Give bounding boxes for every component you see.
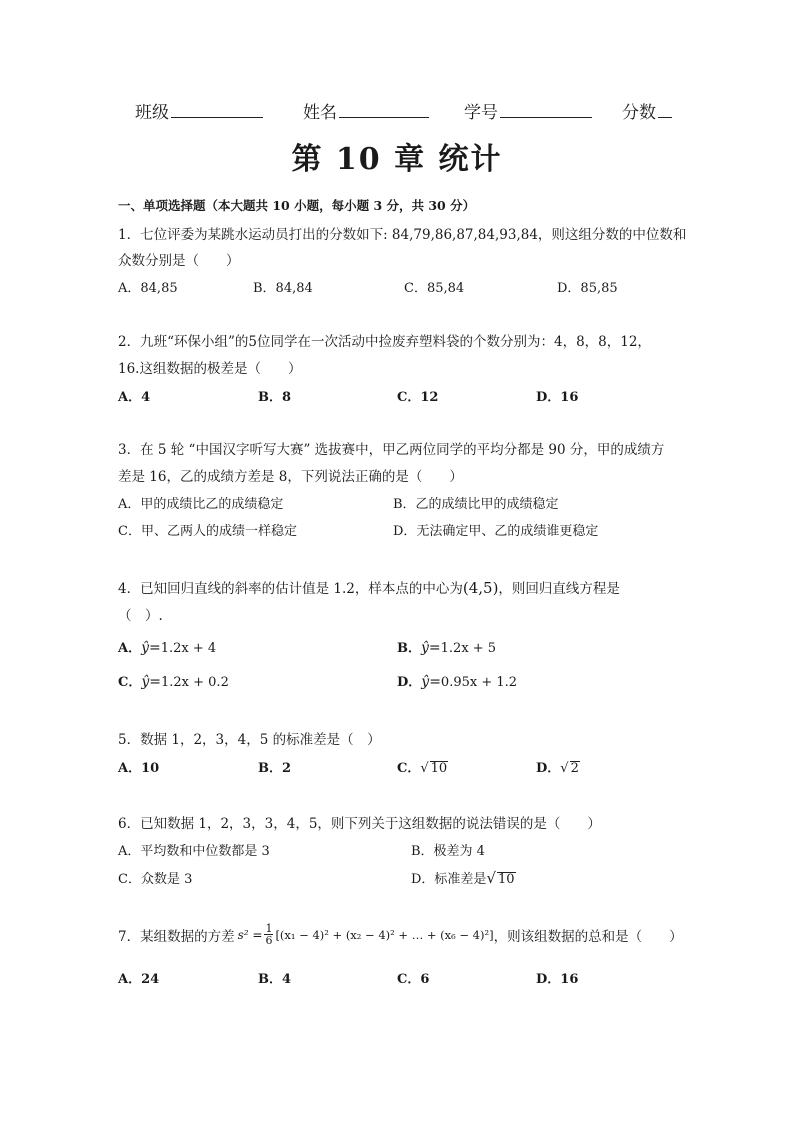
- q6-option-d-text: D．标准差是: [411, 872, 487, 887]
- fraction-numerator: 1: [265, 922, 273, 935]
- page-title: 第 10 章 统计: [291, 142, 503, 177]
- q1-option-a[interactable]: A．84,85: [118, 281, 178, 296]
- q5-option-d-letter: D．: [536, 761, 561, 776]
- q1-option-b[interactable]: B．84,84: [253, 281, 313, 296]
- q6-option-b[interactable]: B．极差为 4: [411, 844, 485, 859]
- q4-stem-text-end: ，则回归直线方程是: [498, 581, 620, 597]
- q2-option-c[interactable]: C．12: [397, 390, 439, 405]
- q4-option-d-letter: D．: [397, 675, 422, 690]
- q7-stem: [118, 923, 683, 946]
- variance-formula-body: [(x₁ − 4)² + (x₂ − 4)² + … + (x₆ − 4)²]: [275, 927, 494, 942]
- q5-option-c-letter: C．: [397, 761, 421, 776]
- q3-stem-line1: 3．在 5 轮 “中国汉字听写大赛” 选拔赛中，甲乙两位同学的平均分都是 90 分，甲的成绩方: [118, 442, 665, 458]
- q4-option-a-letter: A．: [118, 641, 142, 656]
- q7-option-b[interactable]: B．4: [258, 972, 292, 987]
- y-hat-symbol: ŷ=: [421, 640, 441, 656]
- y-hat-symbol: ŷ=: [141, 674, 161, 690]
- q3-option-a[interactable]: A．甲的成绩比乙的成绩稳定: [118, 497, 284, 512]
- q4-option-c[interactable]: [118, 671, 229, 690]
- q7-option-d[interactable]: D．16: [536, 972, 579, 987]
- sqrt-symbol: √: [486, 869, 496, 887]
- student-id-field[interactable]: [464, 98, 592, 123]
- q4-stem-line2: （ ）.: [118, 608, 163, 624]
- sqrt-symbol: √: [560, 761, 569, 776]
- q7-option-c[interactable]: C．6: [397, 972, 430, 987]
- q2-option-d[interactable]: D．16: [536, 390, 579, 405]
- q5-option-a[interactable]: A．10: [118, 761, 160, 776]
- q7-stem-text-end: ，则该组数据的总和是（ ）: [493, 928, 683, 945]
- q3-option-b[interactable]: B．乙的成绩比甲的成绩稳定: [393, 497, 559, 512]
- q5-option-d[interactable]: [536, 757, 580, 776]
- fraction-denominator: 6: [265, 934, 273, 947]
- score-field[interactable]: [622, 98, 672, 123]
- score-label: 分数: [622, 103, 656, 123]
- q4-option-a-expr: 1.2x + 4: [160, 641, 217, 656]
- q3-option-c[interactable]: C．甲、乙两人的成绩一样稳定: [118, 524, 297, 539]
- fraction-one-sixth: [264, 923, 273, 946]
- q3-stem-line2: 差是 16，乙的成绩方差是 8，下列说法正确的是（ ）: [118, 469, 463, 485]
- class-blank[interactable]: [171, 99, 263, 118]
- q1-option-d[interactable]: D．85,85: [557, 281, 618, 296]
- student-id-label: 学号: [464, 103, 498, 123]
- q2-stem-line2: 16.这组数据的极差是（ ）: [118, 361, 302, 377]
- q6-option-a[interactable]: A．平均数和中位数都是 3: [118, 844, 270, 859]
- sqrt-symbol: √: [420, 761, 429, 776]
- name-label: 姓名: [303, 103, 337, 123]
- q5-stem: 5．数据 1，2，3，4，5 的标准差是（ ）: [118, 732, 381, 748]
- y-hat-symbol: ŷ=: [421, 674, 441, 690]
- q4-option-c-letter: C．: [118, 675, 142, 690]
- q6-option-d[interactable]: [411, 868, 516, 887]
- q1-stem-line1: 1．七位评委为某跳水运动员打出的分数如下: 84,79,86,87,84,93,84，则这组分数的中位数和: [118, 227, 687, 243]
- q2-stem-line1: 2．九班“环保小组”的5位同学在一次活动中捡废弃塑料袋的个数分别为：4，8，8，12，: [118, 334, 651, 350]
- q4-stem-text: 4．已知回归直线的斜率的估计值是 1.2，样本点的中心为: [118, 581, 463, 597]
- name-field[interactable]: [303, 98, 429, 123]
- q5-option-d-radicand: 2: [570, 761, 579, 776]
- q4-option-b-letter: B．: [397, 641, 421, 656]
- q4-option-b-expr: 1.2x + 5: [440, 641, 497, 656]
- q4-center-point: (4,5): [462, 579, 499, 597]
- q5-option-b[interactable]: B．2: [258, 761, 292, 776]
- q6-option-d-radicand: 10: [498, 872, 515, 887]
- q2-option-a[interactable]: A．4: [118, 390, 151, 405]
- student-id-blank[interactable]: [500, 99, 592, 118]
- name-blank[interactable]: [339, 99, 429, 118]
- q4-option-d-expr: 0.95x + 1.2: [440, 675, 518, 690]
- section-heading: 一、单项选择题（本大题共 10 小题，每小题 3 分，共 30 分）: [118, 198, 476, 213]
- q7-option-a[interactable]: A．24: [118, 972, 160, 987]
- q5-option-c[interactable]: [397, 757, 448, 776]
- variance-symbol: s² =: [237, 927, 263, 942]
- class-label: 班级: [135, 103, 169, 123]
- q4-option-d[interactable]: [397, 671, 517, 690]
- q4-stem-line1: [118, 577, 620, 597]
- q6-stem: 6．已知数据 1，2，3，3，4，5，则下列关于这组数据的说法错误的是（ ）: [118, 816, 601, 832]
- q2-option-b[interactable]: B．8: [258, 390, 292, 405]
- score-blank[interactable]: [658, 99, 672, 118]
- y-hat-symbol: ŷ=: [141, 640, 161, 656]
- q5-option-c-radicand: 10: [430, 761, 448, 776]
- q6-option-c[interactable]: C．众数是 3: [118, 872, 193, 887]
- q3-option-d[interactable]: D．无法确定甲、乙的成绩谁更稳定: [393, 524, 599, 539]
- q1-option-c[interactable]: C．85,84: [404, 281, 465, 296]
- q7-stem-text: 7．某组数据的方差: [118, 928, 235, 945]
- q4-option-c-expr: 1.2x + 0.2: [161, 675, 229, 690]
- class-field[interactable]: [135, 98, 263, 123]
- q1-stem-line2: 众数分别是（ ）: [118, 253, 240, 269]
- q4-option-a[interactable]: [118, 637, 216, 656]
- q4-option-b[interactable]: [397, 637, 496, 656]
